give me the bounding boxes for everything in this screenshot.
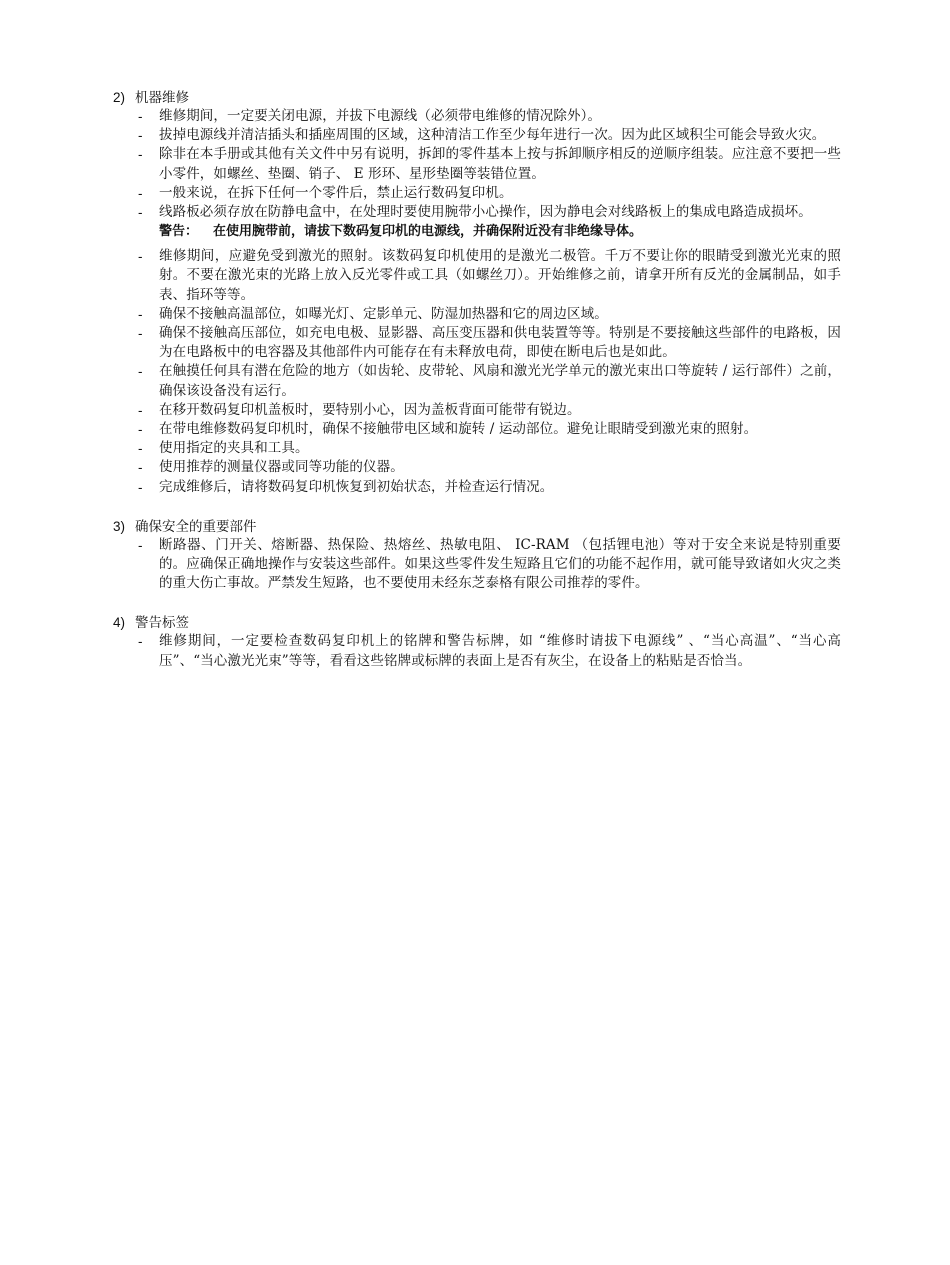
list-item [113,126,841,145]
warning-text: 在使用腕带前，请拔下数码复印机的电源线，并确保附近没有非绝缘导体。 [213,224,643,240]
list-item [113,203,841,222]
list-item-text: 维修期间，一定要检查数码复印机上的铭牌和警告标牌，如 “维修时请拔下电源线” 、“当心高温”、“当心高压”、“当心激光光束”等等，看看这些铭牌或标牌的表面上是否有灰尘，在设备上的粘贴是否恰当。 [159,633,841,669]
list-item [113,478,841,497]
section-number: 2) [113,90,126,105]
list-item-text: 拔掉电源线并清洁插头和插座周围的区域，这种清洁工作至少每年进行一次。因为此区域积尘可能会导致火灾。 [159,127,826,144]
bullet-dash: - [138,422,143,438]
list-item [113,536,841,594]
bullet-dash: - [138,147,143,163]
list-item-text: 在触摸任何具有潜在危险的地方（如齿轮、皮带轮、风扇和激光光学单元的激光束出口等旋转 / 运行部件）之前，确保该设备没有运行。 [159,363,841,399]
warning-note [113,222,841,241]
section-number: 4) [113,615,126,631]
bullet-dash: - [138,441,143,457]
bullet-dash: - [138,634,143,650]
section-item-list [113,107,841,222]
section-warning-labels [113,613,841,670]
list-item-text: 使用指定的夹具和工具。 [159,440,309,457]
section-item-list [113,632,841,670]
section-item-list [113,536,841,594]
list-item-text: 使用推荐的测量仪器或同等功能的仪器。 [159,459,404,476]
section-title: 确保安全的重要部件 [135,518,257,534]
list-item-text: 在移开数码复印机盖板时，要特别小心，因为盖板背面可能带有锐边。 [159,401,581,418]
section-number: 3) [113,518,126,534]
bullet-dash: - [138,479,143,495]
list-item [113,458,841,477]
list-item [113,107,841,126]
list-item-text: 确保不接触高温部位，如曝光灯、定影单元、防湿加热器和它的周边区域。 [159,305,608,322]
bullet-dash: - [138,306,143,322]
bullet-dash: - [138,249,143,265]
list-item-text: 一般来说，在拆下任何一个零件后，禁止运行数码复印机。 [159,184,513,201]
section-heading [113,88,841,107]
bullet-dash: - [138,205,143,221]
warning-label: 警告： [159,224,199,240]
list-item-text: 维修期间，应避免受到激光的照射。该数码复印机使用的是激光二极管。千万不要让你的眼睛受到激光光束的照射。不要在激光束的光路上放入反光零件或工具（如螺丝刀）。开始维修之前，请拿开所有反光的金属制品，如手表、指环等等。 [159,248,841,303]
bullet-dash: - [138,185,143,201]
list-item-text: 线路板必须存放在防静电盒中，在处理时要使用腕带小心操作，因为静电会对线路板上的集成电路造成损坏。 [159,204,812,221]
section-machine-maintenance [113,88,841,497]
list-item-text: 在带电维修数码复印机时，确保不接触带电区域和旋转 / 运动部位。避免让眼睛受到激光束的照射。 [159,421,758,438]
list-item [113,247,841,305]
list-item [113,145,841,183]
list-item [113,420,841,439]
bullet-dash: - [138,109,143,124]
bullet-dash: - [138,128,143,144]
list-item-text: 确保不接触高压部位，如充电电极、显影器、高压变压器和供电装置等等。特别是不要接触这些部件的电路板，因为在电路板中的电容器及其他部件内可能存在有未释放电荷，即使在断电后也是如此。 [159,325,841,361]
list-item [113,439,841,458]
bullet-dash: - [138,402,143,418]
section-title: 机器维修 [135,90,189,105]
list-item [113,184,841,203]
bullet-dash: - [138,537,143,553]
list-item-text: 除非在本手册或其他有关文件中另有说明，拆卸的零件基本上按与拆卸顺序相反的逆顺序组装。应注意不要把一些小零件，如螺丝、垫圈、销子、 E 形环、星形垫圈等装错位置。 [159,146,841,182]
list-item-text: 断路器、门开关、熔断器、热保险、热熔丝、热敏电阻、 IC-RAM （包括锂电池）等对于安全来说是特别重要的。应确保正确地操作与安装这些部件。如果这些零件发生短路且它们的功能不起作用，就可能导致诸如火灾之类的重大伤亡事故。严禁发生短路，也不要使用未经东芝泰格有限公司推荐的零件。 [159,536,841,592]
section-heading [113,517,841,536]
bullet-dash: - [138,364,143,380]
section-title: 警告标签 [135,615,189,631]
list-item [113,324,841,362]
list-item [113,362,841,400]
list-item-text: 完成维修后，请将数码复印机恢复到初始状态，并检查运行情况。 [159,478,554,495]
bullet-dash: - [138,460,143,476]
document-content [113,88,841,671]
bullet-dash: - [138,326,143,342]
list-item [113,401,841,420]
section-heading [113,613,841,632]
list-item-text: 维修期间，一定要关闭电源，并拔下电源线（必须带电维修的情况除外）。 [159,108,602,124]
section-important-safety-parts [113,517,841,594]
section-item-list [113,247,841,497]
list-item [113,305,841,324]
list-item [113,632,841,670]
